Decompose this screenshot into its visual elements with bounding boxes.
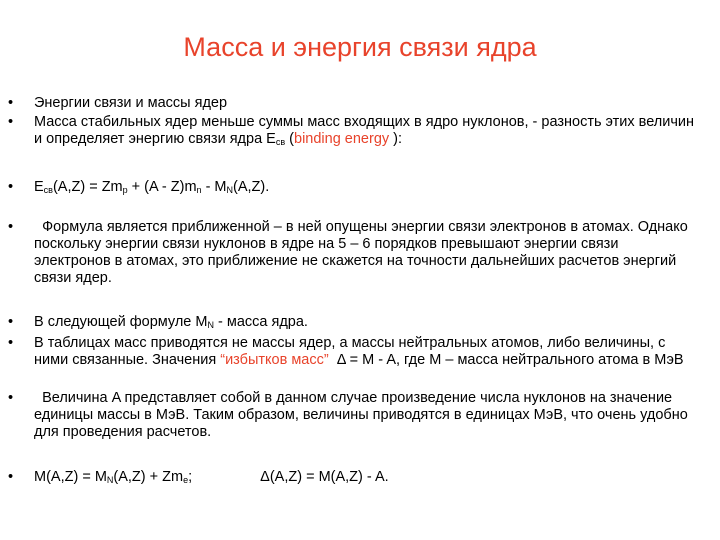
formula-text [34,179,698,196]
bullet-item-mass-defect [8,114,698,148]
item-text: Величина A представляет собой в данном случае произведение числа нуклонов на значение единицы массы в МэВ. Таким образом, величины приводятся в единицах МэВ, что очень удобно для проведения расчетов. [34,390,692,440]
bullet-marker: • [8,335,14,351]
subscript: e [183,475,189,485]
text-part: ): [389,131,403,147]
text-part: E [34,179,44,195]
subscript: св [43,185,53,195]
binding-energy-term: binding energy [294,131,390,147]
bullet-item-nuclear-mass [8,314,698,331]
text-part: (A,Z). [233,179,270,195]
bullet-item-binding-energies [8,95,698,112]
text-part: В таблицах масс приводятся не массы ядер, а массы нейтральных атомов, либо величины, с ними связанные. Значения [34,335,670,368]
text-part: ; [188,469,193,485]
item-text [34,314,698,331]
bullet-marker: • [8,314,14,330]
subscript: p [122,185,128,195]
subscript: св [275,137,286,147]
text-part: + (A - Z)m [127,179,197,195]
bullet-item-binding-energy-formula [8,179,698,196]
bullet-marker: • [8,219,14,235]
bullet-marker: • [8,390,14,406]
text-part: Масса стабильных ядер меньше суммы масс входящих в ядро нуклонов, - разность этих величин и определяет энергию связи ядра E [34,114,694,147]
bullet-marker: • [8,179,14,195]
bullet-item-approximation-note [8,219,698,287]
bullet-marker: • [8,95,14,111]
subscript: N [207,320,214,330]
bullet-marker: • [8,114,14,130]
slide-title: Масса и энергия связи ядра [183,32,537,62]
subscript: N [226,185,234,195]
item-text: Формула является приближенной – в ней опущены энергии связи электронов в атомах. Однако поскольку энергии связи нуклонов в ядре на 5 – 6 порядков превышают энергии связи электронов в атомах, это приближение не скажется на точности дальнейших расчетов энергий связи ядер. [34,219,692,286]
text-part: ( [285,131,294,147]
item-text [34,114,698,148]
item-text: Энергии связи и массы ядер [34,95,228,111]
item-text [34,335,698,369]
text-part: - M [201,179,227,195]
text-part: M(A,Z) = M [34,469,107,485]
mass-excess-formula: Δ(A,Z) = M(A,Z) - A. [260,469,389,485]
text-part: (A,Z) + Zm [113,469,184,485]
subscript: n [196,185,202,195]
text-part: - масса ядра. [213,314,308,330]
bullet-item-value-a [8,390,698,441]
bullet-marker: • [8,469,14,485]
formula-text [34,469,698,486]
text-part: Δ = M - A, где M – масса нейтрального атома в МэВ [328,352,684,368]
bullet-item-mass-formulas [8,469,698,486]
subscript: N [106,475,114,485]
text-part: В следующей формуле M [34,314,208,330]
mass-excess-term: “избытков масс” [220,352,329,368]
bullet-item-mass-tables [8,335,698,369]
text-part: (A,Z) = Zm [52,179,123,195]
